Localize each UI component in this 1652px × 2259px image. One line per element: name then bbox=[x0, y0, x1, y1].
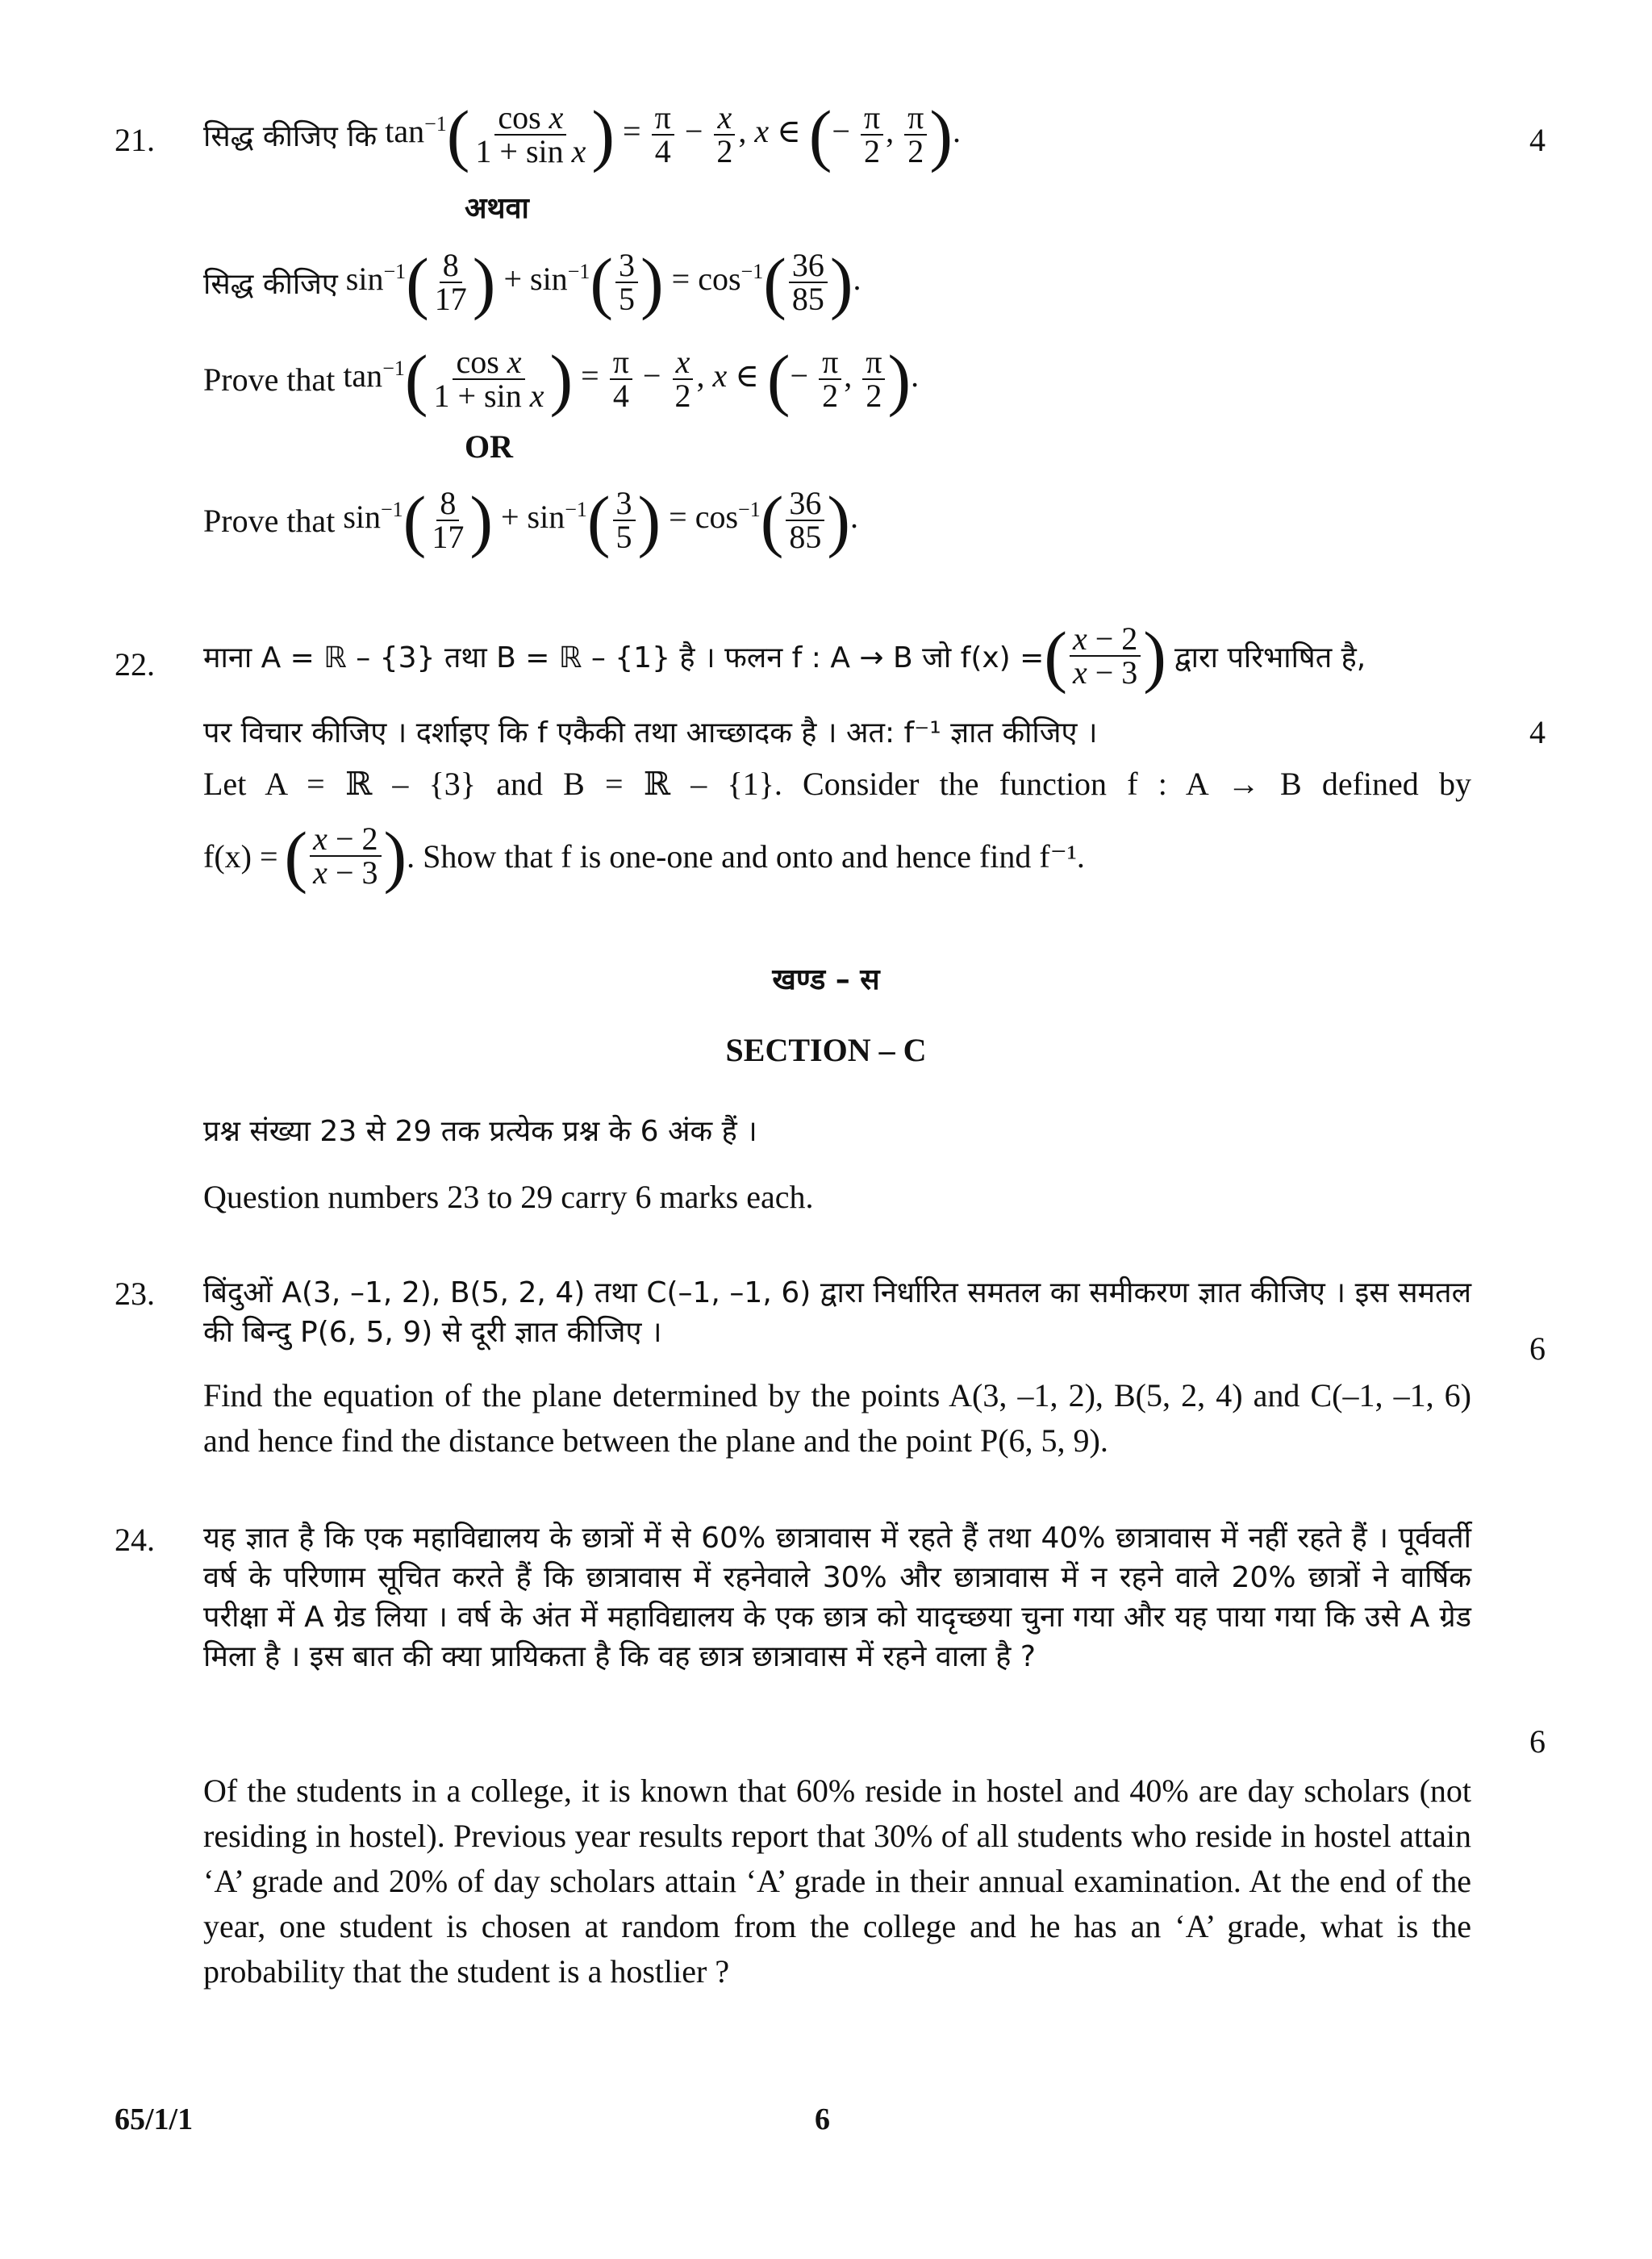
question-24-marks: 6 bbox=[1529, 1723, 1546, 1760]
q21-equation-1-hi: $\tan^{-1}$( $\frac{\text{cos x}}{\text{1 + sin x}}$ ) = $\frac{\pi}{4}$ − $\frac{x}{2}$ , x ∈ (− $\frac{\pi}{2}$ , $\frac{\pi}{2}$ ). bbox=[385, 96, 961, 173]
question-22-marks: 4 bbox=[1529, 714, 1546, 750]
section-c-note-en: Question numbers 23 to 29 carry 6 marks each. bbox=[203, 1179, 814, 1215]
q24-text-hi: यह ज्ञात है कि एक महाविद्यालय के छात्रों में से 60% छात्रावास में रहते हैं तथा 40% छात्रावास में नहीं रहते हैं । पूर्ववर्ती वर्ष के परिणाम सूचित करते हैं कि छात्रावास में रहनेवाले 30% और छात्रावास में न रहने वाले 20% छात्रों ने वार्षिक परीक्षा में A ग्रेड लिया । वर्ष के अंत में महाविद्यालय के एक छात्र को यादृच्छया चुना गया और यह पाया गया कि उसे A ग्रेड मिला है । इस बात की क्या प्रायिकता है कि वह छात्र छात्रावास में रहने वाला है ? bbox=[203, 1522, 1471, 1673]
section-c-title-hi: खण्ड – स bbox=[772, 963, 880, 996]
q23-text-en: Find the equation of the plane determined by the points A(3, –1, 2), B(5, 2, 4) and C(–1, –1, 6) and hence find the distance between the plane and the point P(6, 5, 9). bbox=[203, 1377, 1471, 1459]
q21-hi-statement-1: सिद्ध कीजिए कि $\tan^{-1}$( $\frac{\text{cos x}}{\text{1 + sin x}}$ ) = $\frac{\pi}{4}$ − $\frac{x}{2}$ , x ∈ (− $\frac{\pi}{2}$ , $\frac{\pi}{2}$ ). bbox=[203, 96, 961, 173]
q21-en-statement-1: Prove that $\tan^{-1}$( $\frac{\text{cos x}}{\text{1 + sin x}}$ ) = $\frac{\pi}{4}$ − $\frac{x}{2}$ , x ∈ (− $\frac{\pi}{2}$ , $\frac{\pi}{2}$ ). bbox=[203, 340, 920, 418]
q22-hi-line-2: पर विचार कीजिए । दर्शाइए कि f एकैकी तथा आच्छादक है । अत: f⁻¹ ज्ञात कीजिए । bbox=[203, 716, 1098, 750]
q22-en-line-1: Let A = ℝ – {3} and B = ℝ – {1}. Consider the function f : A → B defined by bbox=[203, 766, 1471, 802]
question-23-number: 23. bbox=[115, 1276, 155, 1312]
q22-en-line-2: f(x) = ( $\frac{x - 2}{x - 3}$ ) . Show that f is one-one and onto and hence find f⁻¹. bbox=[203, 817, 1085, 895]
q22-function-en: ( $\frac{x - 2}{x - 3}$ ) bbox=[284, 817, 407, 895]
section-c-note-hi: प्रश्न संख्या 23 से 29 तक प्रत्येक प्रश्न के 6 अंक हैं । bbox=[203, 1115, 757, 1148]
question-24-number: 24. bbox=[115, 1522, 155, 1558]
q21-or-en: OR bbox=[465, 428, 513, 465]
q22-hi-line-1: माना A = ℝ – {3} तथा B = ℝ – {1} है । फलन f : A → B जो f(x) = ( $\frac{x - 2}{x - 3}$ ) द्वारा परिभाषित है, bbox=[203, 617, 1366, 695]
q22-function-hi: ( $\frac{x - 2}{x - 3}$ ) bbox=[1044, 617, 1166, 695]
q21-en-statement-2: Prove that $\sin^{-1}$( $\frac{8}{17}$ ) + $\sin^{-1}$( $\frac{3}{5}$ ) = $\cos^{-1}$( $\frac{36}{85}$ ). bbox=[203, 482, 858, 559]
question-22-number: 22. bbox=[115, 646, 155, 683]
q21-equation-2-en: $\sin^{-1}$( $\frac{8}{17}$ ) + $\sin^{-1}$( $\frac{3}{5}$ ) = $\cos^{-1}$( $\frac{36}{85}$ ). bbox=[343, 482, 858, 559]
page-number: 6 bbox=[815, 2102, 830, 2136]
paper-code: 65/1/1 bbox=[115, 2102, 194, 2136]
q24-text-en: Of the students in a college, it is known that 60% reside in hostel and 40% are day scholars (not residing in hostel). Previous year results report that 30% of all students who reside in hostel attain ‘A’ grade and 20% of day scholars attain ‘A’ grade in their annual examination. At the end of the year, one student is chosen at random from the college and he has an ‘A’ grade, what is the probability that the student is a hostlier ? bbox=[203, 1773, 1471, 1990]
q21-or-hi: अथवा bbox=[465, 192, 529, 225]
q23-text-hi: बिंदुओं A(3, –1, 2), B(5, 2, 4) तथा C(–1, –1, 6) द्वारा निर्धारित समतल का समीकरण ज्ञात कीजिए । इस समतल की बिन्दु P(6, 5, 9) से दूरी ज्ञात कीजिए । bbox=[203, 1276, 1471, 1349]
question-21-marks: 4 bbox=[1529, 122, 1546, 158]
q21-equation-1-en: $\tan^{-1}$( $\frac{\text{cos x}}{\text{1 + sin x}}$ ) = $\frac{\pi}{4}$ − $\frac{x}{2}$ , x ∈ (− $\frac{\pi}{2}$ , $\frac{\pi}{2}$ ). bbox=[343, 340, 920, 418]
question-23-marks: 6 bbox=[1529, 1330, 1546, 1367]
q21-equation-2-hi: $\sin^{-1}$( $\frac{8}{17}$ ) + $\sin^{-1}$( $\frac{3}{5}$ ) = $\cos^{-1}$( $\frac{36}{85}$ ). bbox=[345, 244, 861, 321]
question-21-number: 21. bbox=[115, 122, 155, 158]
section-c-title-en: SECTION – C bbox=[725, 1032, 927, 1068]
q21-hi-statement-2: सिद्ध कीजिए $\sin^{-1}$( $\frac{8}{17}$ ) + $\sin^{-1}$( $\frac{3}{5}$ ) = $\cos^{-1}$( $\frac{36}{85}$ ). bbox=[203, 244, 861, 321]
